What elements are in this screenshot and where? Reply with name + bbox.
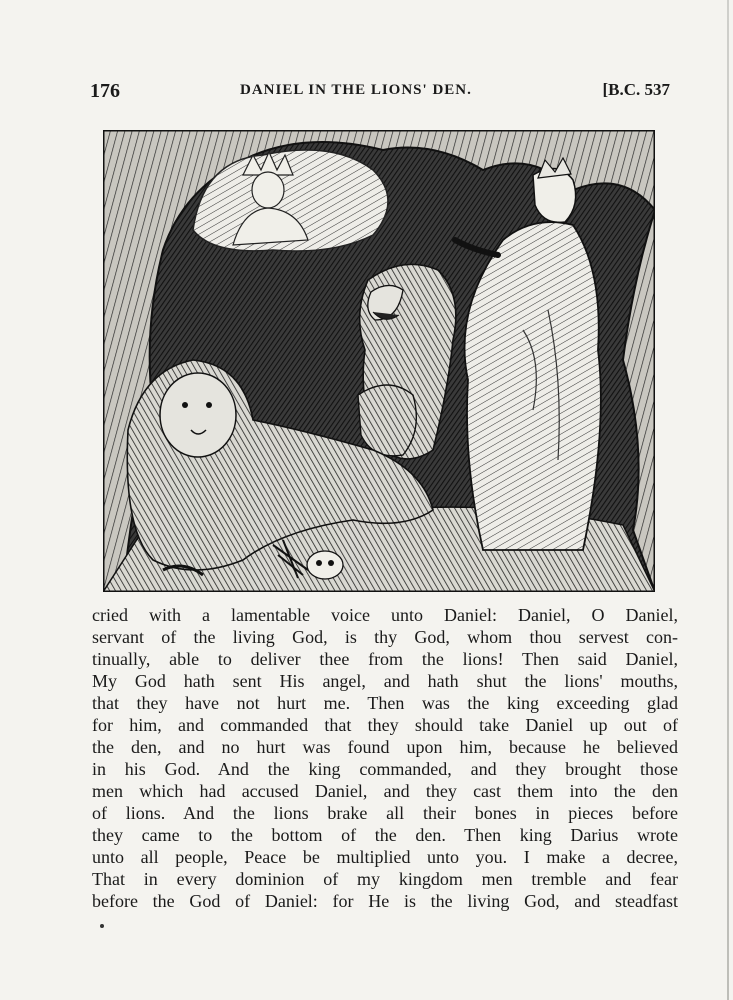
- running-header: [90, 80, 670, 104]
- text-line: before the God of Daniel: for He is the living God, and steadfast: [92, 891, 678, 911]
- text-line: tinually, able to deliver thee from the lions! Then said Daniel,: [92, 649, 678, 669]
- text-line: that they have not hurt me. Then was the king exceeding glad: [92, 693, 678, 713]
- text-line: they came to the bottom of the den. Then king Darius wrote: [92, 825, 678, 845]
- text-line: That in every dominion of my kingdom men tremble and fear: [92, 869, 678, 889]
- stray-ink-mark: [100, 924, 104, 928]
- body-text: [92, 604, 678, 912]
- running-title: DANIEL IN THE LIONS' DEN.: [240, 82, 472, 98]
- date-reference: [B.C. 537: [602, 80, 670, 99]
- text-line: unto all people, Peace be multiplied unto you. I make a decree,: [92, 847, 678, 867]
- text-line: cried with a lamentable voice unto Daniel: Daniel, O Daniel,: [92, 605, 678, 625]
- text-line: My God hath sent His angel, and hath shut the lions' mouths,: [92, 671, 678, 691]
- text-line: servant of the living God, is thy God, whom thou servest con-: [92, 627, 678, 647]
- text-line: of lions. And the lions brake all their bones in pieces before: [92, 803, 678, 823]
- text-line: for him, and commanded that they should take Daniel up out of: [92, 715, 678, 735]
- lions-den-engraving: [103, 130, 655, 592]
- page-number: 176: [90, 80, 120, 102]
- text-line: in his God. And the king commanded, and they brought those: [92, 759, 678, 779]
- text-line: men which had accused Daniel, and they cast them into the den: [92, 781, 678, 801]
- text-line: the den, and no hurt was found upon him, because he believed: [92, 737, 678, 757]
- engraving-illustration: [103, 130, 655, 592]
- page-edge: [727, 0, 729, 1000]
